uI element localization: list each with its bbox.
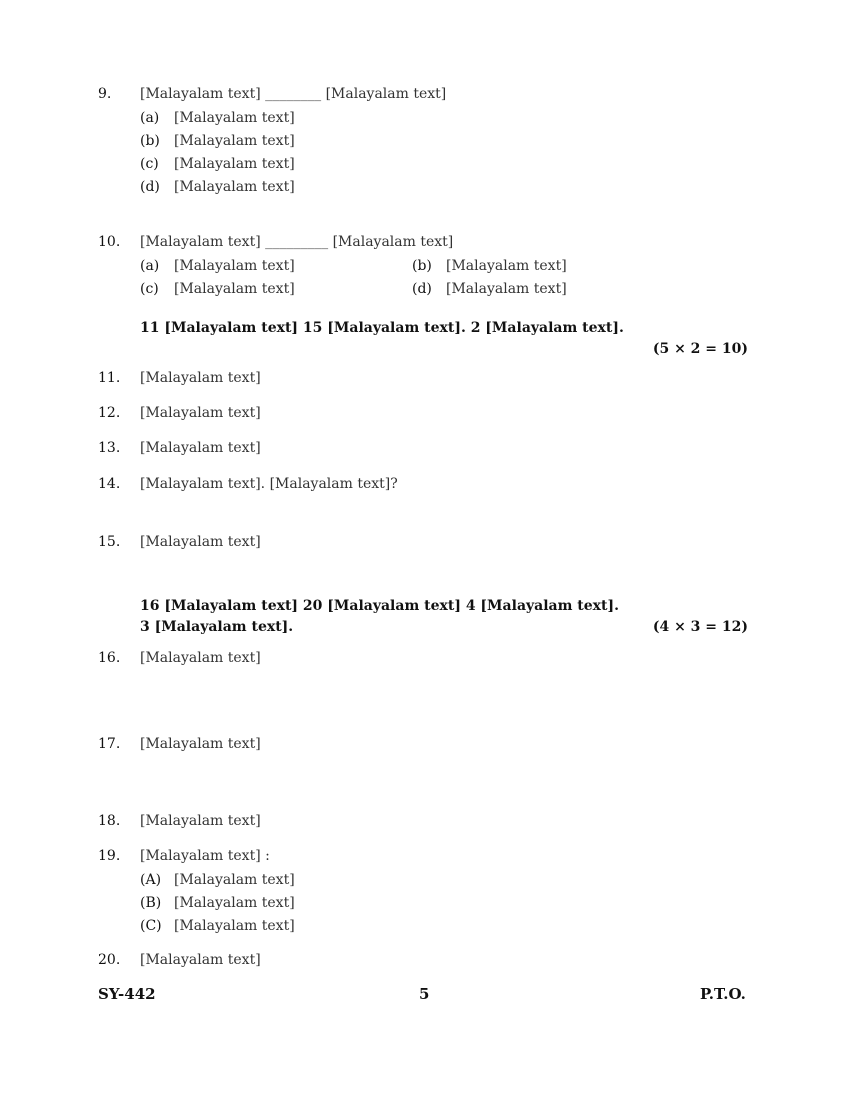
question-12 bbox=[98, 403, 753, 424]
option-text: [Malayalam text] bbox=[174, 872, 295, 888]
question-text: [Malayalam text] bbox=[140, 952, 261, 968]
option-label: (a) bbox=[140, 258, 160, 274]
question-19 bbox=[98, 846, 753, 938]
option bbox=[140, 869, 753, 892]
question-text: [Malayalam text] bbox=[140, 405, 261, 421]
question-number: 18. bbox=[98, 813, 121, 829]
question-17 bbox=[98, 734, 753, 755]
option-text: [Malayalam text] bbox=[174, 895, 295, 911]
option-text: [Malayalam text] bbox=[174, 156, 295, 172]
option bbox=[140, 915, 753, 938]
paper-code: SY-442 bbox=[98, 985, 156, 1003]
option-label: (d) bbox=[140, 179, 160, 195]
option-label: (c) bbox=[140, 156, 159, 172]
section-marks: (5 × 2 = 10) bbox=[652, 341, 748, 357]
section-heading-c bbox=[140, 596, 748, 638]
option-text: [Malayalam text] bbox=[174, 281, 295, 297]
question-number: 19. bbox=[98, 848, 121, 864]
question-number: 14. bbox=[98, 476, 121, 492]
option-row bbox=[140, 255, 753, 278]
question-number: 13. bbox=[98, 440, 121, 456]
option-list bbox=[140, 255, 753, 301]
question-text: [Malayalam text] bbox=[140, 650, 261, 666]
option-label: (d) bbox=[412, 281, 432, 297]
option-label: (a) bbox=[140, 110, 160, 126]
option-text: [Malayalam text] bbox=[174, 179, 295, 195]
option bbox=[140, 176, 753, 199]
question-15 bbox=[98, 532, 753, 553]
option-list bbox=[140, 869, 753, 938]
question-number: 12. bbox=[98, 405, 121, 421]
option-label: (C) bbox=[140, 918, 162, 934]
question-18 bbox=[98, 811, 753, 832]
option-row bbox=[140, 278, 753, 301]
question-16 bbox=[98, 648, 753, 669]
option-text: [Malayalam text] bbox=[174, 258, 295, 274]
question-14 bbox=[98, 474, 753, 495]
option-text: [Malayalam text] bbox=[174, 133, 295, 149]
option-label: (b) bbox=[412, 258, 432, 274]
option-label: (c) bbox=[140, 281, 159, 297]
question-number: 10. bbox=[98, 234, 121, 250]
option bbox=[140, 130, 753, 153]
question-number: 17. bbox=[98, 736, 121, 752]
question-text: [Malayalam text] bbox=[140, 534, 261, 550]
section-instruction: 11 [Malayalam text] 15 [Malayalam text]. 2 [Malayalam text]. bbox=[140, 320, 624, 336]
section-instruction-2: 3 [Malayalam text]. bbox=[140, 619, 294, 635]
question-text: [Malayalam text] bbox=[140, 736, 261, 752]
question-number: 15. bbox=[98, 534, 121, 550]
question-number: 11. bbox=[98, 370, 121, 386]
option bbox=[140, 153, 753, 176]
question-9 bbox=[98, 84, 753, 199]
option-label: (A) bbox=[140, 872, 162, 888]
question-11 bbox=[98, 368, 753, 389]
question-13 bbox=[98, 438, 753, 459]
option-text: [Malayalam text] bbox=[446, 258, 567, 274]
question-text: [Malayalam text] : bbox=[140, 848, 270, 864]
question-number: 16. bbox=[98, 650, 121, 666]
option-label: (b) bbox=[140, 133, 160, 149]
option-text: [Malayalam text] bbox=[174, 918, 295, 934]
question-10 bbox=[98, 232, 753, 301]
question-number: 9. bbox=[98, 86, 112, 102]
option bbox=[140, 107, 753, 130]
option-text: [Malayalam text] bbox=[174, 110, 295, 126]
page-number: 5 bbox=[419, 985, 430, 1003]
section-instruction: 16 [Malayalam text] 20 [Malayalam text] 4 [Malayalam text]. bbox=[140, 598, 619, 614]
option bbox=[140, 892, 753, 915]
option-text: [Malayalam text] bbox=[446, 281, 567, 297]
section-heading-b bbox=[140, 318, 748, 360]
question-text: [Malayalam text] bbox=[140, 370, 261, 386]
question-20 bbox=[98, 950, 753, 971]
question-text: [Malayalam text] bbox=[140, 813, 261, 829]
question-text: [Malayalam text] ________ [Malayalam text] bbox=[140, 86, 447, 102]
question-text: [Malayalam text]. [Malayalam text]? bbox=[140, 476, 398, 492]
question-text: [Malayalam text] bbox=[140, 440, 261, 456]
option-label: (B) bbox=[140, 895, 162, 911]
option-list bbox=[140, 107, 753, 199]
section-marks: (4 × 3 = 12) bbox=[652, 619, 748, 635]
pto-label: P.T.O. bbox=[700, 985, 746, 1003]
question-text: [Malayalam text] _________ [Malayalam text] bbox=[140, 234, 454, 250]
question-number: 20. bbox=[98, 952, 121, 968]
